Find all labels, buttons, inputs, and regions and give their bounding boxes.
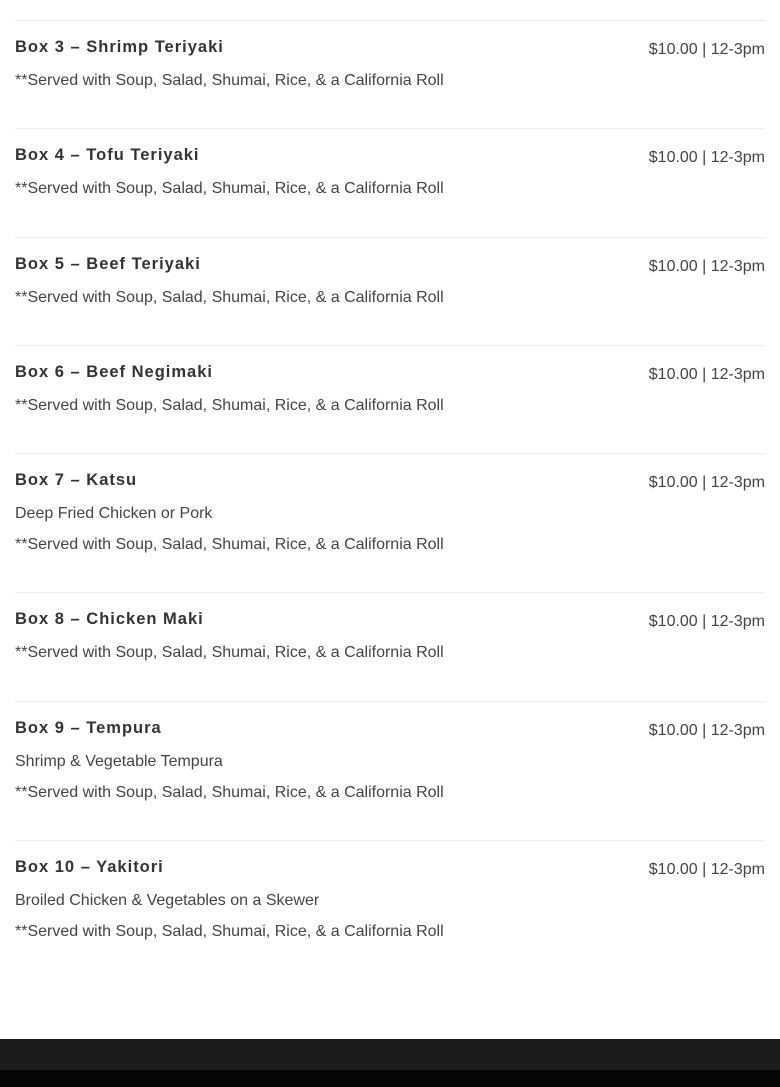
menu-item-price: $10.00 | 12-3pm xyxy=(648,861,765,878)
menu-item-served-note: **Served with Soup, Salad, Shumai, Rice, & a California Roll xyxy=(15,536,444,553)
menu-item-name: Box 5 – Beef Teriyaki xyxy=(15,255,201,273)
footer-band xyxy=(0,1039,780,1070)
menu-item-price: $10.00 | 12-3pm xyxy=(648,149,765,166)
menu-item-description: Shrimp & Vegetable Tempura xyxy=(15,753,223,770)
menu-item-name: Box 10 – Yakitori xyxy=(15,858,164,876)
menu-item-price: $10.00 | 12-3pm xyxy=(648,366,765,383)
menu-item-description: Deep Fried Chicken or Pork xyxy=(15,505,213,522)
menu-item-description: Broiled Chicken & Vegetables on a Skewer xyxy=(15,892,320,909)
menu-item xyxy=(15,128,765,197)
menu-item-name: Box 6 – Beef Negimaki xyxy=(15,363,213,381)
menu-item-served-note: **Served with Soup, Salad, Shumai, Rice, & a California Roll xyxy=(15,784,444,801)
menu-item-served-note: **Served with Soup, Salad, Shumai, Rice, & a California Roll xyxy=(15,644,444,661)
menu-item-price: $10.00 | 12-3pm xyxy=(648,474,765,491)
menu-item-name: Box 4 – Tofu Teriyaki xyxy=(15,146,200,164)
menu-item xyxy=(15,237,765,306)
footer-bottom-bar xyxy=(0,1070,780,1087)
menu-item-price: $10.00 | 12-3pm xyxy=(648,722,765,739)
menu-item-name: Box 8 – Chicken Maki xyxy=(15,610,204,628)
menu-item-served-note: **Served with Soup, Salad, Shumai, Rice, & a California Roll xyxy=(15,397,444,414)
menu-item xyxy=(15,701,765,801)
menu-item-price: $10.00 | 12-3pm xyxy=(648,258,765,275)
menu-item xyxy=(15,20,765,89)
menu-item-name: Box 7 – Katsu xyxy=(15,471,138,489)
menu-item xyxy=(15,453,765,553)
menu-item-price: $10.00 | 12-3pm xyxy=(648,41,765,58)
menu-item-served-note: **Served with Soup, Salad, Shumai, Rice, & a California Roll xyxy=(15,923,444,940)
menu-item-served-note: **Served with Soup, Salad, Shumai, Rice, & a California Roll xyxy=(15,72,444,89)
menu-item-name: Box 9 – Tempura xyxy=(15,719,162,737)
menu-item-name: Box 3 – Shrimp Teriyaki xyxy=(15,38,224,56)
menu-item xyxy=(15,840,765,940)
menu-item xyxy=(15,345,765,414)
menu-item-served-note: **Served with Soup, Salad, Shumai, Rice, & a California Roll xyxy=(15,289,444,306)
menu-item-served-note: **Served with Soup, Salad, Shumai, Rice, & a California Roll xyxy=(15,180,444,197)
menu-item xyxy=(15,592,765,661)
menu-item-price: $10.00 | 12-3pm xyxy=(648,613,765,630)
